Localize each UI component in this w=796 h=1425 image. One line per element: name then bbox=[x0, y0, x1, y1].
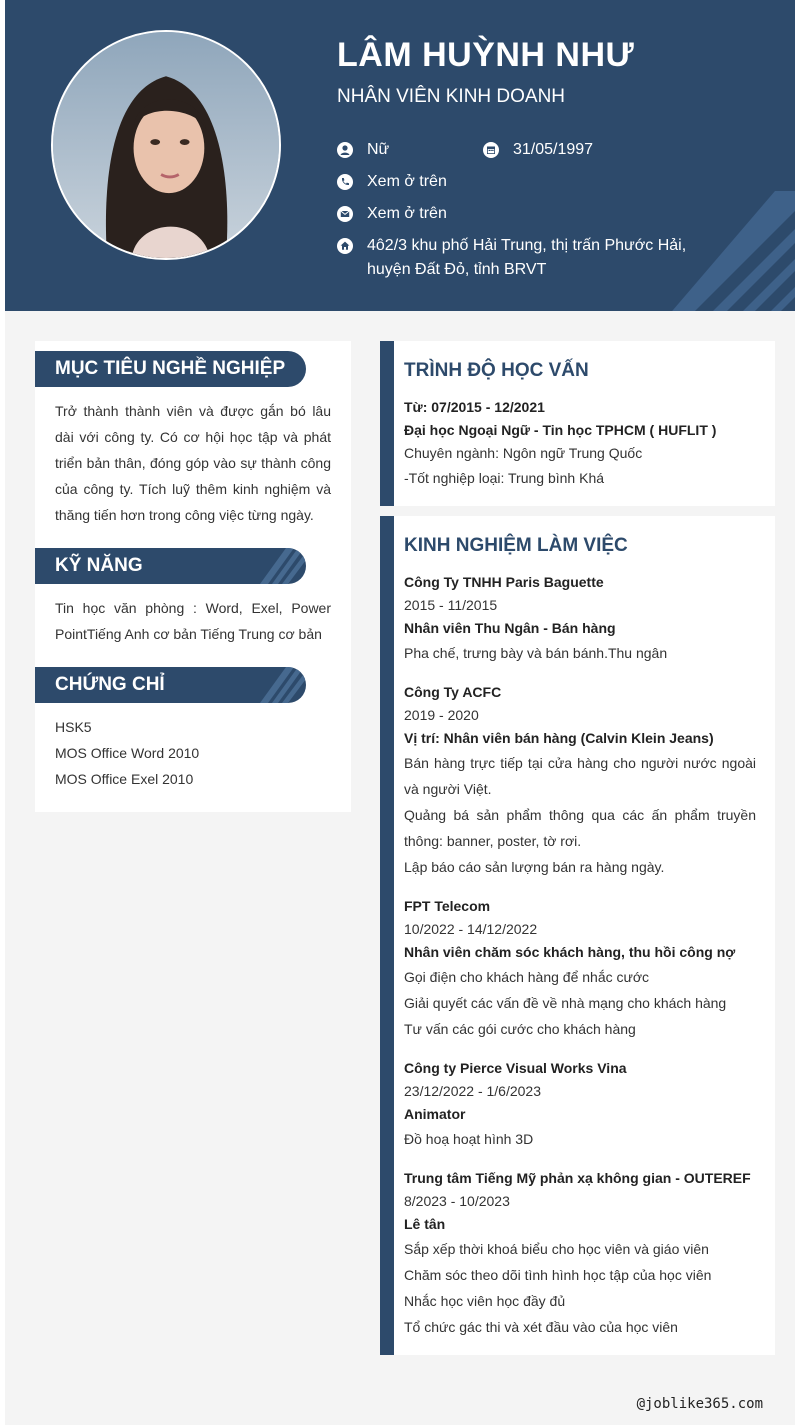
job-duty: Giải quyết các vấn đề về nhà mạng cho khách hàng bbox=[404, 995, 727, 1011]
heading-stripes-icon bbox=[236, 548, 306, 584]
job-company: Công Ty TNHH Paris Baguette bbox=[404, 574, 604, 590]
job-role: Vị trí: Nhân viên bán hàng (Calvin Klein Jeans) bbox=[404, 730, 714, 746]
job-company: FPT Telecom bbox=[404, 898, 491, 914]
job-duty: Gọi điện cho khách hàng để nhắc cước bbox=[404, 969, 650, 985]
job-period: 2015 - 11/2015 bbox=[404, 597, 498, 613]
user-icon bbox=[337, 142, 353, 158]
section-accent-bar bbox=[380, 516, 394, 1355]
cv-header bbox=[5, 0, 795, 311]
skills-text: Tin học văn phòng : Word, Exel, Power PointTiếng Anh cơ bản Tiếng Trung cơ bản bbox=[55, 600, 331, 642]
objective-text: Trở thành thành viên và được gắn bó lâu dài với công ty. Có cơ hội học tập và phát triển bản thân, đóng góp vào sự thành công của công ty. Tích luỹ thêm kinh nghiệm và thăng tiến hơn trong công việc từng ngày. bbox=[55, 403, 331, 523]
education-school: Đại học Ngoại Ngữ - Tin học TPHCM ( HUFLIT ) bbox=[404, 422, 717, 438]
calendar-icon bbox=[483, 142, 499, 158]
education-section bbox=[380, 341, 775, 506]
avatar bbox=[51, 30, 281, 260]
phone-row bbox=[337, 170, 447, 194]
experience-heading: KINH NGHIỆM LÀM VIỆC bbox=[404, 535, 628, 556]
experience-section bbox=[380, 516, 775, 1355]
job-company: Trung tâm Tiếng Mỹ phản xạ không gian - OUTEREF bbox=[404, 1170, 751, 1186]
candidate-position: NHÂN VIÊN KINH DOANH bbox=[337, 86, 566, 107]
skills-heading: KỸ NĂNG bbox=[35, 548, 306, 584]
job-duty: Nhắc học viên học đầy đủ bbox=[404, 1293, 566, 1309]
address-line-2: huyện Đất Đỏ, tỉnh BRVT bbox=[367, 261, 547, 278]
job-company: Công ty Pierce Visual Works Vina bbox=[404, 1060, 627, 1076]
address-row bbox=[337, 234, 686, 282]
gender-row bbox=[337, 138, 389, 162]
job-duty: Tư vấn các gói cước cho khách hàng bbox=[404, 1021, 636, 1037]
home-icon bbox=[337, 238, 353, 254]
job-role: Lê tân bbox=[404, 1216, 446, 1232]
address-value bbox=[367, 234, 686, 282]
job-duty: Đồ hoạ hoạt hình 3D bbox=[404, 1131, 534, 1147]
job-duty: Lập báo cáo sản lượng bán ra hàng ngày. bbox=[404, 859, 665, 875]
job-duty: Chăm sóc theo dõi tình hình học tập của học viên bbox=[404, 1267, 712, 1283]
job-duty: Bán hàng trực tiếp tại cửa hàng cho người nước ngoài và người Việt. bbox=[404, 755, 756, 797]
gender-value: Nữ bbox=[367, 141, 390, 158]
education-period: Từ: 07/2015 - 12/2021 bbox=[404, 399, 545, 415]
phone-value: Xem ở trên bbox=[367, 173, 447, 190]
birthdate-value: 31/05/1997 bbox=[513, 141, 594, 158]
watermark: @joblike365.com bbox=[636, 1396, 763, 1412]
job-duty: Pha chế, trưng bày và bán bánh.Thu ngân bbox=[404, 645, 668, 661]
job-duty: Tổ chức gác thi và xét đầu vào của học viên bbox=[404, 1319, 678, 1335]
job-period: 2019 - 2020 bbox=[404, 707, 479, 723]
job-role: Nhân viên Thu Ngân - Bán hàng bbox=[404, 620, 616, 636]
objective-heading: MỤC TIÊU NGHỀ NGHIỆP bbox=[35, 351, 306, 387]
job-period: 23/12/2022 - 1/6/2023 bbox=[404, 1083, 542, 1099]
job-period: 8/2023 - 10/2023 bbox=[404, 1193, 510, 1209]
email-row bbox=[337, 202, 447, 226]
certificate-item: HSK5 bbox=[55, 719, 92, 735]
job-period: 10/2022 - 14/12/2022 bbox=[404, 921, 538, 937]
job-role: Animator bbox=[404, 1106, 466, 1122]
job-duty: Sắp xếp thời khoá biểu cho học viên và giáo viên bbox=[404, 1241, 709, 1257]
phone-icon bbox=[337, 174, 353, 190]
section-accent-bar bbox=[380, 341, 394, 506]
certificate-item: MOS Office Word 2010 bbox=[55, 745, 200, 761]
cv-page bbox=[5, 0, 795, 1425]
birthdate-row bbox=[483, 138, 593, 162]
address-line-1: 4ô2/3 khu phố Hải Trung, thị trấn Phước Hải, bbox=[367, 237, 687, 254]
education-heading: TRÌNH ĐỘ HỌC VẤN bbox=[404, 360, 589, 381]
candidate-name: LÂM HUỲNH NHƯ bbox=[337, 36, 635, 74]
job-duty: Quảng bá sản phẩm thông qua các ấn phẩm truyền thông: banner, poster, tờ rơi. bbox=[404, 807, 756, 849]
email-value: Xem ở trên bbox=[367, 205, 447, 222]
education-grade: -Tốt nghiệp loại: Trung bình Khá bbox=[404, 470, 605, 486]
education-major: Chuyên ngành: Ngôn ngữ Trung Quốc bbox=[404, 445, 643, 461]
heading-stripes-icon bbox=[236, 667, 306, 703]
certificates-heading: CHỨNG CHỈ bbox=[35, 667, 306, 703]
left-column bbox=[35, 341, 351, 812]
job-role: Nhân viên chăm sóc khách hàng, thu hồi công nợ bbox=[404, 944, 736, 960]
certificate-item: MOS Office Exel 2010 bbox=[55, 771, 194, 787]
certificate-list bbox=[55, 714, 331, 792]
envelope-icon bbox=[337, 206, 353, 222]
job-company: Công Ty ACFC bbox=[404, 684, 502, 700]
